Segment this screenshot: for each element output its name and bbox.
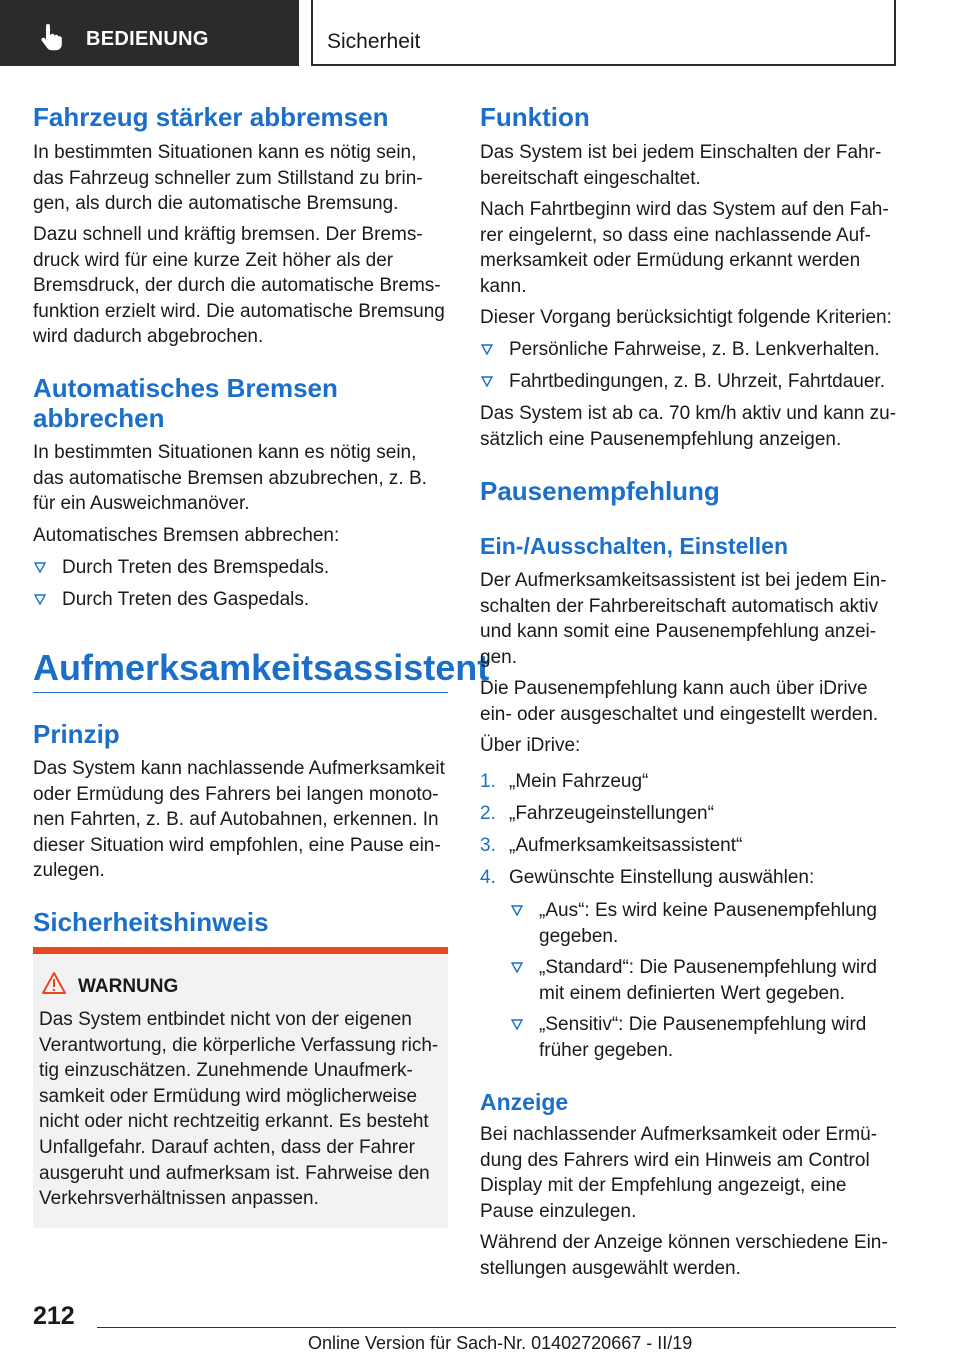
paragraph-line: oder Ermüdung des Fahrers bei langen monoto‐ [33, 783, 439, 805]
step-number: 3. [480, 835, 496, 856]
triangle-bullet-icon [510, 961, 524, 975]
paragraph-line: das automatische Bremsen abzubrechen, z. B. [33, 467, 427, 489]
paragraph-line: In bestimmten Situationen kann es nötig sein, [33, 142, 417, 163]
paragraph-line: für ein Ausweichmanöver. [33, 493, 250, 515]
heading-rule [33, 692, 448, 693]
triangle-bullet-icon [33, 593, 47, 607]
section-label: Sicherheit [327, 30, 421, 53]
paragraph-line: Über iDrive: [480, 735, 581, 756]
paragraph-line: schalten der Fahrbereitschaft automatisch aktiv [480, 595, 879, 617]
bullet-text: „Standard“: Die Pausenempfehlung wird [539, 957, 877, 978]
footer-rule [97, 1327, 896, 1328]
triangle-bullet-icon [510, 1018, 524, 1032]
heading-einstellen: Ein-/Ausschalten, Einstellen [480, 533, 789, 559]
paragraph-line: druck wird für eine kurze Zeit höher als der [33, 249, 394, 271]
paragraph-line: Nach Fahrtbeginn wird das System auf den Fah‐ [480, 199, 889, 220]
warning-bar [33, 947, 448, 954]
section-tab [311, 0, 896, 66]
chapter-tab[interactable] [0, 0, 299, 66]
bullet-text: Fahrtbedingungen, z. B. Uhrzeit, Fahrtdauer. [509, 371, 885, 392]
paragraph-line: wird dadurch abgebrochen. [33, 326, 264, 348]
paragraph-line: ein- oder ausgeschaltet und eingestellt werden. [480, 703, 879, 725]
paragraph-line: Bremsdruck, der durch die automatische Brems‐ [33, 275, 441, 297]
triangle-bullet-icon [480, 375, 494, 389]
paragraph-line: Das System ist ab ca. 70 km/h aktiv und kann zu‐ [480, 403, 897, 424]
step-text: „Aufmerksamkeitsassistent“ [509, 835, 743, 856]
heading-sicherheitshinweis: Sicherheitshinweis [33, 907, 269, 937]
bullet-text: Durch Treten des Bremspedals. [62, 557, 330, 578]
warning-title: WARNUNG [78, 976, 179, 997]
paragraph-line: dieser Situation wird empfohlen, eine Pause ein‐ [33, 834, 441, 856]
paragraph-line: Dazu schnell und kräftig bremsen. Der Brems‐ [33, 224, 423, 245]
warning-line: Unfallgefahr. Darauf achten, dass der Fahrer [39, 1136, 415, 1158]
warning-line: samkeit oder Ermüdung wird möglicherweise [39, 1085, 418, 1107]
paragraph-line: das Fahrzeug schneller zum Stillstand zu brin‐ [33, 167, 423, 189]
paragraph-line: rer eingelernt, so dass eine nachlassende Auf‐ [480, 224, 871, 246]
triangle-bullet-icon [33, 561, 47, 575]
triangle-bullet-icon [510, 904, 524, 918]
warning-line: nicht oder nicht rechtzeitig erkannt. Es besteht [39, 1111, 429, 1133]
bullet-text: gegeben. [539, 925, 619, 947]
bullet-text: „Aus“: Es wird keine Pausenempfehlung [539, 900, 877, 921]
warning-text [39, 1007, 443, 1212]
page-number: 212 [33, 1302, 75, 1330]
online-version-text: Online Version für Sach-Nr. 01402720667 - II/19 [308, 1333, 693, 1353]
heading-pausenempfehlung: Pausenempfehlung [480, 476, 720, 506]
step-number: 1. [480, 771, 496, 792]
paragraph-line: Die Pausenempfehlung kann auch über iDrive [480, 678, 868, 699]
chapter-tab-label: BEDIENUNG [86, 28, 209, 50]
warning-line: tig einzuschätzen. Zunehmende Unaufmerk‐ [39, 1060, 413, 1082]
paragraph-line: Der Aufmerksamkeitsassistent ist bei jedem Ein‐ [480, 570, 887, 591]
warning-line: Verkehrsverhältnissen anpassen. [39, 1188, 319, 1210]
heading-bremsen-abbrechen-1: Automatisches Bremsen [33, 373, 338, 403]
paragraph-line: nen Fahrten, z. B. auf Autobahnen, erkennen. In [33, 809, 439, 831]
heading-anzeige: Anzeige [480, 1089, 569, 1115]
paragraph-line: gen, als durch die automatische Bremsung. [33, 193, 399, 215]
paragraph-line: zulegen. [33, 860, 105, 882]
paragraph-line: sätzlich eine Pausenempfehlung anzeigen. [480, 428, 842, 450]
step-text: Gewünschte Einstellung auswählen: [509, 867, 815, 888]
paragraph-line: stellungen ausgewählt werden. [480, 1257, 741, 1279]
bullet-text: mit einem definierten Wert gegeben. [539, 982, 845, 1004]
paragraph-line: Display mit der Empfehlung angezeigt, eine [480, 1175, 847, 1197]
step-text: „Mein Fahrzeug“ [509, 771, 649, 792]
step-text: „Fahrzeugeinstellungen“ [509, 803, 714, 824]
paragraph-line: funktion erzielt wird. Die automatische Bremsung [33, 300, 445, 322]
hand-pointer-icon [36, 22, 66, 52]
paragraph-line: In bestimmten Situationen kann es nötig sein, [33, 442, 417, 463]
heading-fahrzeug-abbremsen: Fahrzeug stärker abbremsen [33, 102, 389, 132]
heading-funktion: Funktion [480, 102, 590, 132]
bullet-text: „Sensitiv“: Die Pausenempfehlung wird [539, 1014, 867, 1035]
warning-line: ausgeruht und aufmerksam ist. Fahrweise den [39, 1162, 430, 1184]
paragraph-line: dung des Fahrers wird ein Hinweis am Control [480, 1149, 870, 1171]
step-number: 2. [480, 803, 496, 824]
paragraph-line: kann. [480, 275, 527, 297]
paragraph-line: Das System kann nachlassende Aufmerksamkeit [33, 758, 445, 779]
warning-box [33, 947, 448, 1228]
warning-line: Das System entbindet nicht von der eigenen [39, 1009, 412, 1030]
paragraph-line: merksamkeit oder Ermüdung erkannt werden [480, 250, 861, 272]
paragraph-line: Während der Anzeige können verschiedene Ein‐ [480, 1232, 888, 1253]
paragraph-line: Dieser Vorgang berücksichtigt folgende Kriterien: [480, 307, 892, 328]
warning-line: Verantwortung, die körperliche Verfassung rich‐ [39, 1034, 439, 1056]
warning-triangle-icon [41, 971, 67, 995]
page-header [0, 0, 960, 66]
bullet-text: Persönliche Fahrweise, z. B. Lenkverhalten. [509, 339, 880, 360]
paragraph-line: und kann somit eine Pausenempfehlung anzei‐ [480, 621, 877, 643]
paragraph-line: Das System ist bei jedem Einschalten der Fahr‐ [480, 142, 882, 163]
paragraph-line: Automatisches Bremsen abbrechen: [33, 525, 340, 546]
paragraph-line: gen. [480, 646, 517, 668]
triangle-bullet-icon [480, 343, 494, 357]
bullet-text: früher gegeben. [539, 1039, 674, 1061]
paragraph-line: Pause einzulegen. [480, 1200, 637, 1222]
heading-aufmerksamkeitsassistent: Aufmerksamkeitsassistent [33, 647, 490, 688]
paragraph-line: Bei nachlassender Aufmerksamkeit oder Ermü‐ [480, 1124, 878, 1145]
heading-prinzip: Prinzip [33, 719, 120, 749]
step-number: 4. [480, 867, 496, 888]
heading-bremsen-abbrechen-2: abbrechen [33, 403, 165, 433]
bullet-text: Durch Treten des Gaspedals. [62, 589, 310, 610]
paragraph-line: bereitschaft eingeschaltet. [480, 167, 701, 189]
